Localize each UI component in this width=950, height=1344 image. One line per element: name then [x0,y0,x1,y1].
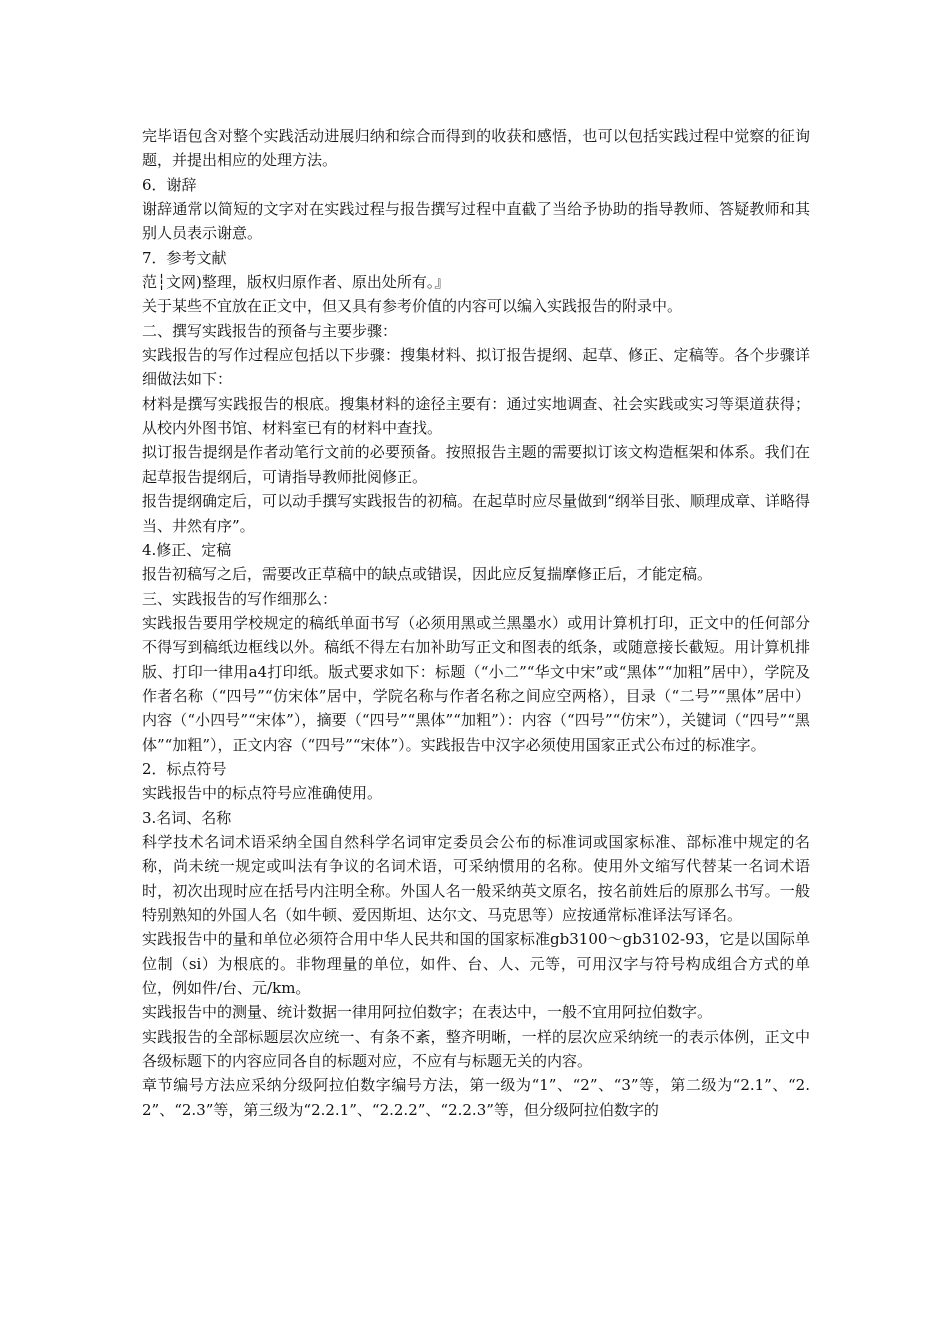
paragraph: 实践报告要用学校规定的稿纸单面书写（必须用黑或兰黑墨水）或用计算机打印，正文中的任何部分不得写到稿纸边框线以外。稿纸不得左右加补助写正文和图表的纸条，或随意接长截短。用计算机排版、打印一律用a4打印纸。版式要求如下：标题（“小二”“华文中宋”或“黑体”“加粗”居中），学院及作者名称（“四号”“仿宋体”居中，学院名称与作者名称之间应空两格），目录（“二号”“黑体”居中）内容（“小四号”“宋体”），摘要（“四号”“黑体”“加粗”）：内容（“四号”“仿宋”），关键词（“四号”“黑体”“加粗”），正文内容（“四号”“宋体”）。实践报告中汉字必须使用国家正式公布过的标准字。 [142,613,810,754]
paragraph: 6．谢辞 [142,175,197,194]
paragraph: 报告初稿写之后，需要改正草稿中的缺点或错误，因此应反复揣摩修正后，才能定稿。 [142,565,713,584]
paragraph: 二、撰写实践报告的预备与主要步骤： [142,321,398,340]
paragraph: 三、实践报告的写作细那么： [142,589,338,608]
paragraph: 拟订报告提纲是作者动笔行文前的必要预备。按照报告主题的需要拟订该文构造框架和体系。我们在起草报告提纲后，可请指导教师批阅修正。 [142,443,810,486]
paragraph: 2．标点符号 [142,759,227,778]
paragraph: 关于某些不宜放在正文中，但又具有参考价值的内容可以编入实践报告的附录中。 [142,297,683,316]
paragraph: 章节编号方法应采纳分级阿拉伯数字编号方法，第一级为“1”、“2”、“3”等，第二级为“2.1”、“2.2”、“2.3”等，第三级为“2.2.1”、“2.2.2”、“2.2.3”等，但分级阿拉伯数字的 [142,1076,810,1119]
paragraph: 科学技术名词术语采纳全国自然科学名词审定委员会公布的标准词或国家标准、部标准中规定的名称，尚未统一规定或叫法有争议的名词术语，可采纳惯用的名称。使用外文缩写代替某一名词术语时，初次出现时应在括号内注明全称。外国人名一般采纳英文原名，按名前姓后的原那么书写。一般特别熟知的外国人名（如牛顿、爱因斯坦、达尔文、马克思等）应按通常标准译法写译名。 [142,832,810,924]
paragraph: 实践报告的写作过程应包括以下步骤：搜集材料、拟订报告提纲、起草、修正、定稿等。各个步骤详细做法如下： [142,346,810,389]
paragraph: 3.名词、名称 [142,808,232,827]
paragraph: 材料是撰写实践报告的根底。搜集材料的途径主要有：通过实地调查、社会实践或实习等渠道获得；从校内外图书馆、材料室已有的材料中查找。 [142,394,810,438]
document-body [142,124,810,1122]
paragraph: 实践报告的全部标题层次应统一、有条不紊，整齐明晰，一样的层次应采纳统一的表示体例，正文中各级标题下的内容应同各自的标题对应，不应有与标题无关的内容。 [142,1027,810,1071]
paragraph: 4.修正、定稿 [142,540,232,559]
paragraph: 范┆文网)整理，版权归原作者、原出处所有。』 [142,273,450,292]
paragraph: 实践报告中的量和单位必须符合用中华人民共和国的国家标准gb3100～gb3102-93，它是以国际单位制（si）为根底的。非物理量的单位，如件、台、人、元等，可用汉字与符号构成组合方式的单位，例如件/台、元/km。 [142,930,810,998]
paragraph: 完毕语包含对整个实践活动进展归纳和综合而得到的收获和感悟，也可以包括实践过程中觉察的征询题，并提出相应的处理方法。 [142,127,810,170]
paragraph: 实践报告中的测量、统计数据一律用阿拉伯数字；在表达中，一般不宜用阿拉伯数字。 [142,1003,713,1022]
paragraph: 报告提纲确定后，可以动手撰写实践报告的初稿。在起草时应尽量做到“纲举目张、顺理成章、详略得当、井然有序”。 [142,492,810,535]
paragraph: 谢辞通常以简短的文字对在实践过程与报告撰写过程中直截了当给予协助的指导教师、答疑教师和其别人员表示谢意。 [142,200,810,243]
paragraph: 实践报告中的标点符号应准确使用。 [142,784,383,803]
paragraph: 7．参考文献 [142,248,227,267]
